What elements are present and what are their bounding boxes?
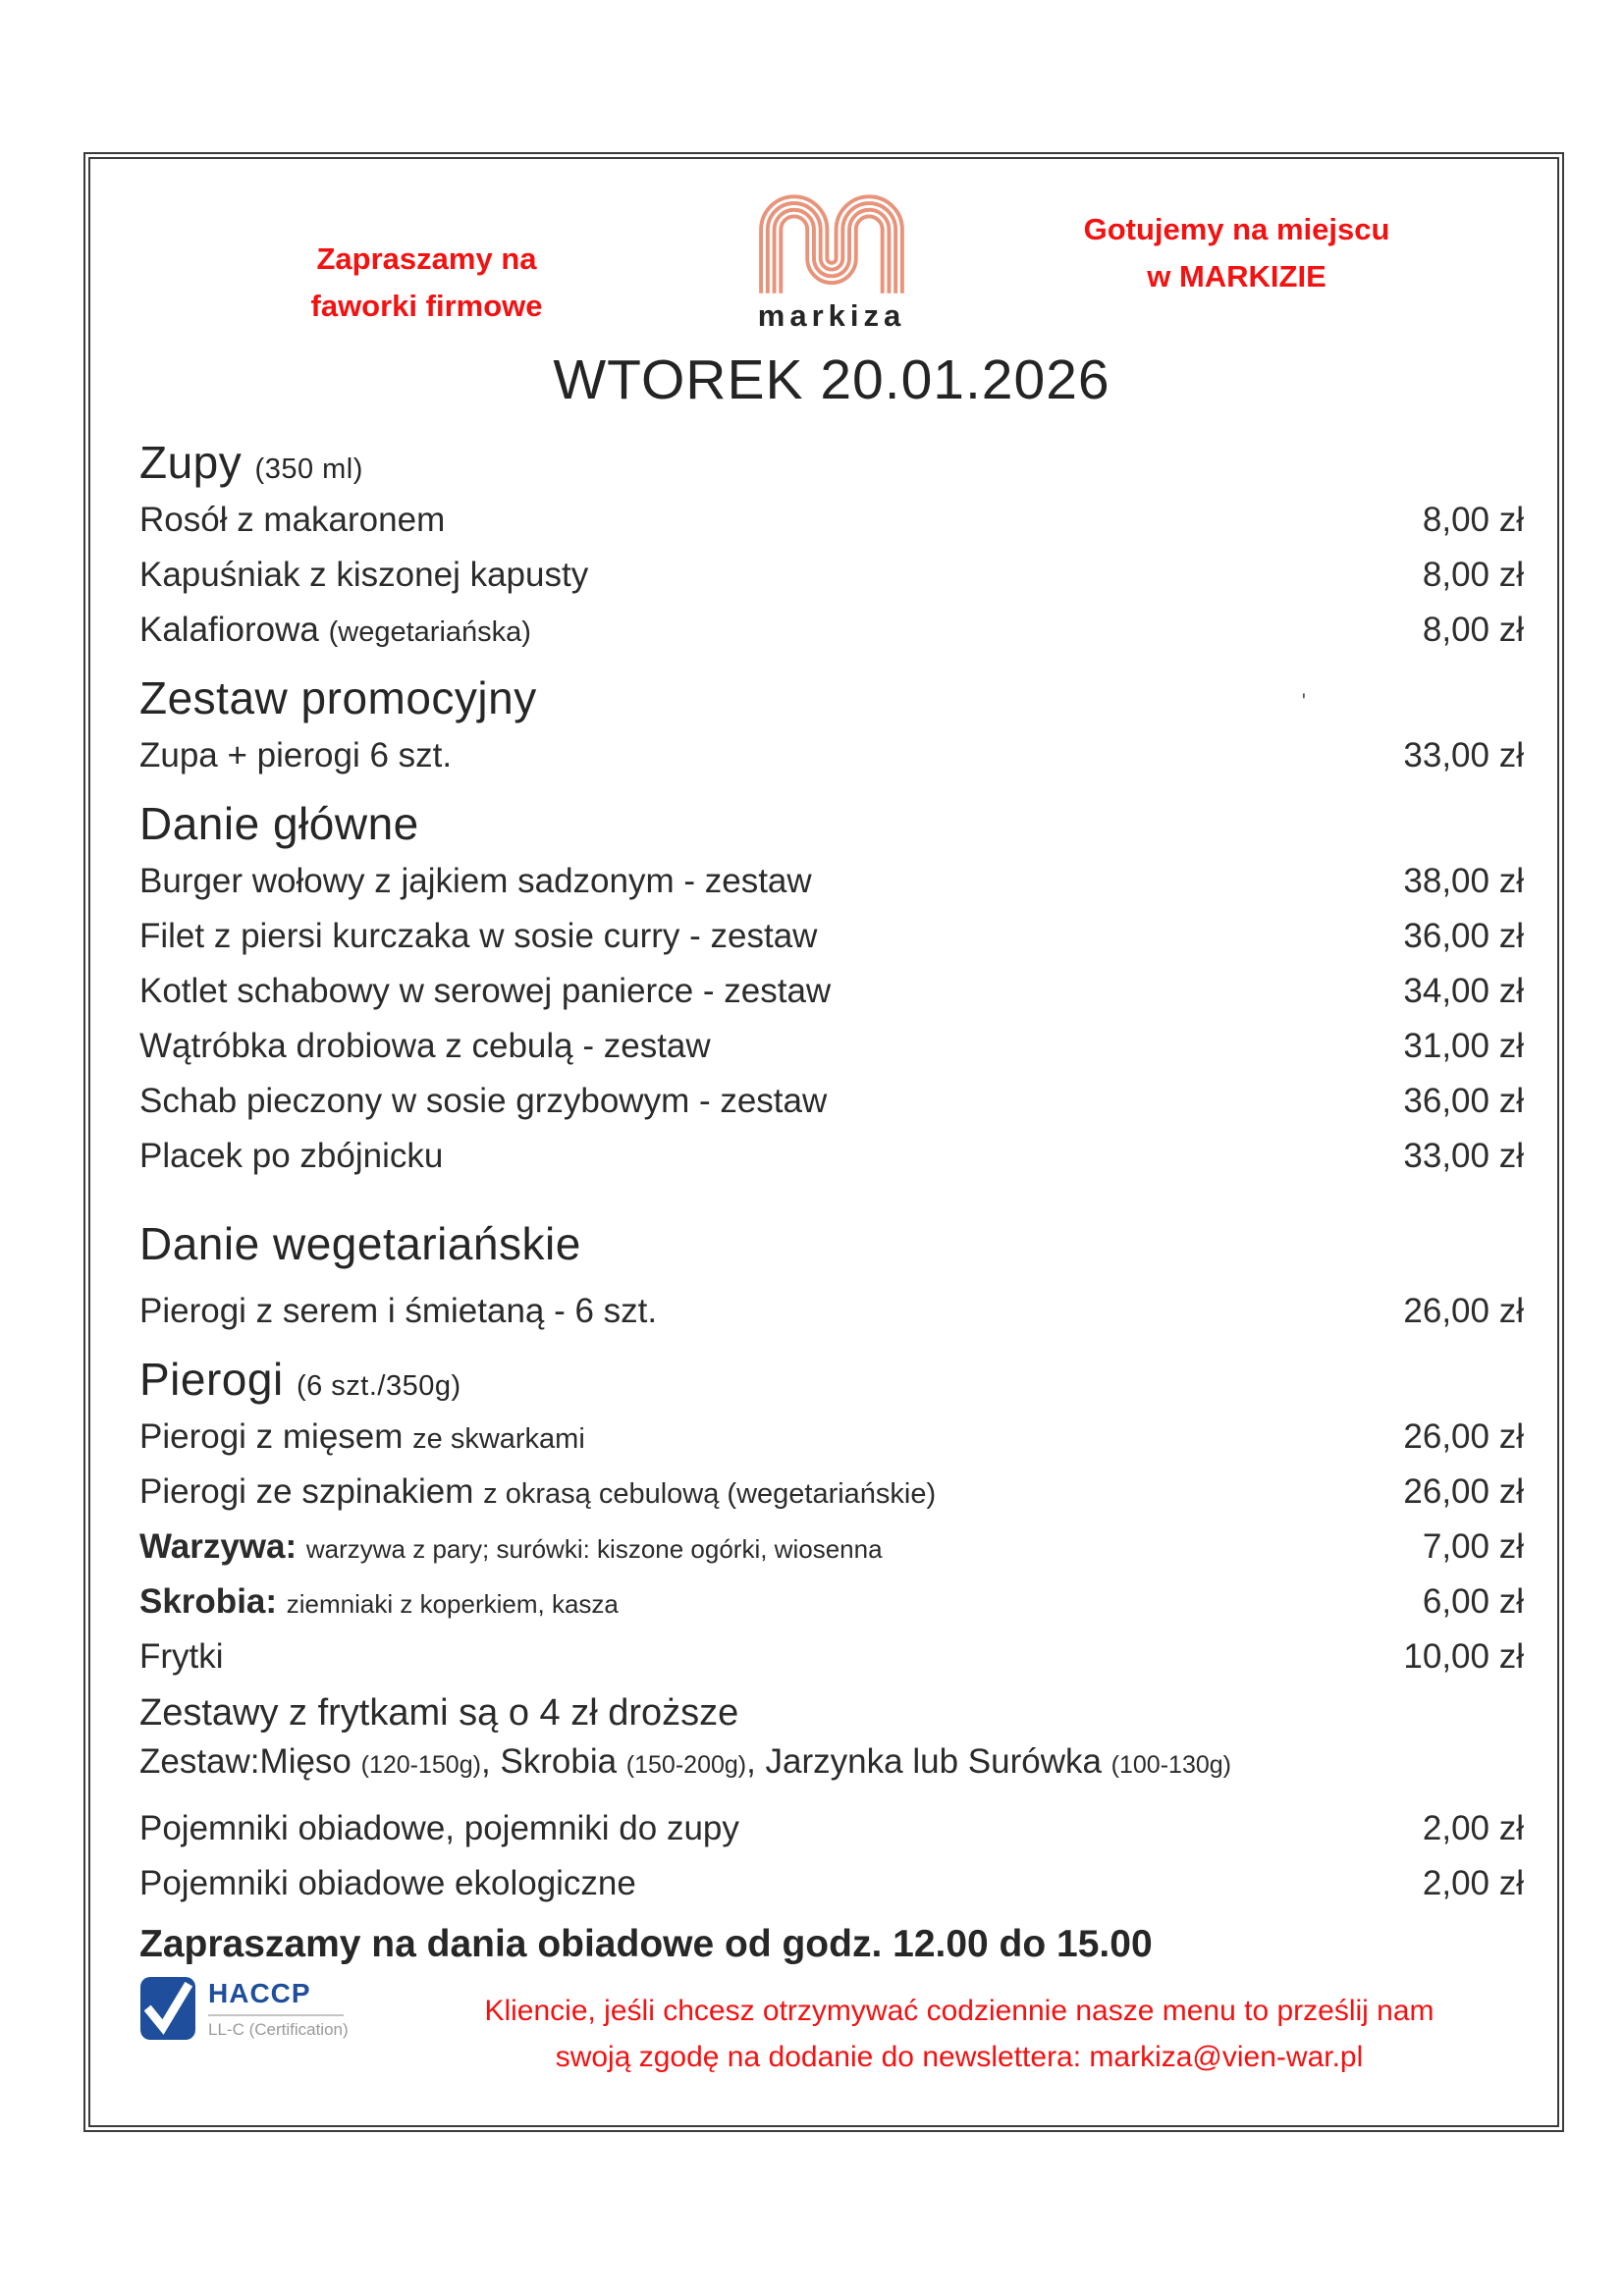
menu-section-row xyxy=(139,1339,1524,1410)
menu-row xyxy=(139,493,1524,548)
page-title: WTOREK 20.01.2026 xyxy=(553,348,1110,411)
menu-row-price: 34,00 zł xyxy=(1403,972,1524,1010)
promo-left-line1: Zapraszamy na xyxy=(316,241,537,276)
menu-row-text: Zestawy z frytkami są o 4 zł droższe xyxy=(139,1692,739,1734)
promo-left-line2: faworki firmowe xyxy=(310,289,543,323)
newsletter-note-line2: swoją zgodę na dodanie do newslettera: markiza@vien-war.pl xyxy=(555,2041,1364,2073)
menu-row-price: 26,00 zł xyxy=(1403,1472,1524,1511)
menu-row-text: Filet z piersi kurczaka w sosie curry - zestaw xyxy=(139,917,818,955)
menu-row xyxy=(139,1284,1524,1339)
menu-row-price: 6,00 zł xyxy=(1422,1582,1524,1621)
menu-row-price: 8,00 zł xyxy=(1422,501,1524,539)
menu-row-price: 38,00 zł xyxy=(1403,862,1524,900)
menu-row xyxy=(139,1629,1524,1684)
menu-row xyxy=(139,603,1524,658)
haccp-check-icon xyxy=(139,1976,196,2041)
menu-row-price: 2,00 zł xyxy=(1422,1809,1524,1847)
menu-row-text: Wątróbka drobiowa z cebulą - zestaw xyxy=(139,1027,711,1065)
menu-row xyxy=(139,1465,1524,1520)
markiza-m-icon xyxy=(748,192,915,294)
menu-row-price: 8,00 zł xyxy=(1422,611,1524,649)
promo-right-text xyxy=(949,206,1524,300)
menu-section-row xyxy=(139,783,1524,854)
menu-row-text: Pierogi z serem i śmietaną - 6 szt. xyxy=(139,1292,658,1330)
menu-row xyxy=(139,909,1524,964)
logo-wordmark: markiza xyxy=(757,298,906,333)
haccp-text-block xyxy=(208,1976,349,2040)
menu-row-text: Zupy (350 ml) xyxy=(139,437,363,488)
menu-row xyxy=(139,1684,1524,1738)
menu-row-text: Kalafiorowa (wegetariańska) xyxy=(139,611,531,649)
menu-row-text: Zupa + pierogi 6 szt. xyxy=(139,736,453,774)
haccp-certification-label: LL-C (Certification) xyxy=(208,2020,349,2039)
menu-row xyxy=(139,728,1524,783)
menu-row-text: Pierogi z mięsem ze skwarkami xyxy=(139,1417,585,1456)
menu-row xyxy=(139,1520,1524,1575)
menu-row xyxy=(139,964,1524,1019)
menu-section-row xyxy=(139,1203,1524,1274)
menu-row-price: 33,00 zł xyxy=(1403,1137,1524,1175)
menu-row-price: 8,00 zł xyxy=(1422,556,1524,594)
menu-row-text: Pojemniki obiadowe, pojemniki do zupy xyxy=(139,1809,739,1847)
menu-row-price: 26,00 zł xyxy=(1403,1292,1524,1330)
menu-row-price: 26,00 zł xyxy=(1403,1417,1524,1456)
menu-row-text: Burger wołowy z jajkiem sadzonym - zestaw xyxy=(139,862,812,900)
haccp-label: HACCP xyxy=(208,1978,311,2008)
footer xyxy=(139,1976,1524,2080)
menu-row xyxy=(139,1074,1524,1129)
menu-row-text: Schab pieczony w sosie grzybowym - zestaw xyxy=(139,1082,828,1120)
menu-row-price: 36,00 zł xyxy=(1403,1082,1524,1120)
menu-row xyxy=(139,1575,1524,1629)
promo-right-line1: Gotujemy na miejscu xyxy=(1083,212,1390,246)
menu-row-text: Skrobia: ziemniaki z koperkiem, kasza xyxy=(139,1582,619,1621)
menu-list xyxy=(139,422,1524,1970)
menu-row-text: Warzywa: warzywa z pary; surówki: kiszone ogórki, wiosenna xyxy=(139,1527,883,1566)
promo-right-line2: w MARKIZIE xyxy=(1147,259,1326,294)
menu-row xyxy=(139,1410,1524,1465)
menu-row-text: Zestaw promocyjny xyxy=(139,672,537,723)
header xyxy=(139,185,1524,334)
menu-row-text: Rosół z makaronem xyxy=(139,501,446,539)
menu-row-text: Danie wegetariańskie xyxy=(139,1218,581,1269)
menu-row-price: 7,00 zł xyxy=(1422,1527,1524,1566)
markiza-logo xyxy=(714,192,949,334)
menu-row-price: 31,00 zł xyxy=(1403,1027,1524,1065)
menu-row-text: Pierogi (6 szt./350g) xyxy=(139,1354,461,1405)
haccp-divider xyxy=(208,2014,344,2016)
menu-row-price: 2,00 zł xyxy=(1422,1864,1524,1902)
menu-row-text: Zapraszamy na dania obiadowe od godz. 12.00 do 15.00 xyxy=(139,1923,1153,1965)
menu-row xyxy=(139,1801,1524,1856)
menu-row xyxy=(139,854,1524,909)
menu-row xyxy=(139,1738,1524,1791)
menu-row xyxy=(139,1911,1524,1970)
menu-row-text: Pojemniki obiadowe ekologiczne xyxy=(139,1864,636,1902)
scan-artifact-mark: ' xyxy=(1301,689,1306,714)
haccp-logo xyxy=(139,1976,395,2041)
menu-row-text: Danie główne xyxy=(139,798,419,849)
menu-row-price: 33,00 zł xyxy=(1403,736,1524,774)
menu-section-row xyxy=(139,422,1524,493)
menu-row xyxy=(139,548,1524,603)
menu-section-row xyxy=(139,658,1524,728)
promo-left-text xyxy=(139,236,714,330)
menu-row-price: 36,00 zł xyxy=(1403,917,1524,955)
menu-row-text: Pierogi ze szpinakiem z okrasą cebulową (wegetariańskie) xyxy=(139,1472,937,1511)
menu-row xyxy=(139,1129,1524,1184)
menu-row-text: Zestaw:Mięso (120-150g), Skrobia (150-200g), Jarzynka lub Surówka (100-130g) xyxy=(139,1742,1231,1781)
menu-row-text: Kapuśniak z kiszonej kapusty xyxy=(139,556,589,594)
menu-row-price: 10,00 zł xyxy=(1403,1637,1524,1676)
menu-row-text: Kotlet schabowy w serowej panierce - zestaw xyxy=(139,972,832,1010)
menu-row-text: Placek po zbójnicku xyxy=(139,1137,444,1175)
newsletter-note xyxy=(395,1976,1524,2080)
newsletter-note-line1: Kliencie, jeśli chcesz otrzymywać codziennie nasze menu to prześlij nam xyxy=(484,1995,1435,2027)
menu-sheet xyxy=(83,152,1564,2132)
menu-row xyxy=(139,1019,1524,1074)
menu-row-text: Frytki xyxy=(139,1637,224,1676)
menu-row xyxy=(139,1856,1524,1911)
